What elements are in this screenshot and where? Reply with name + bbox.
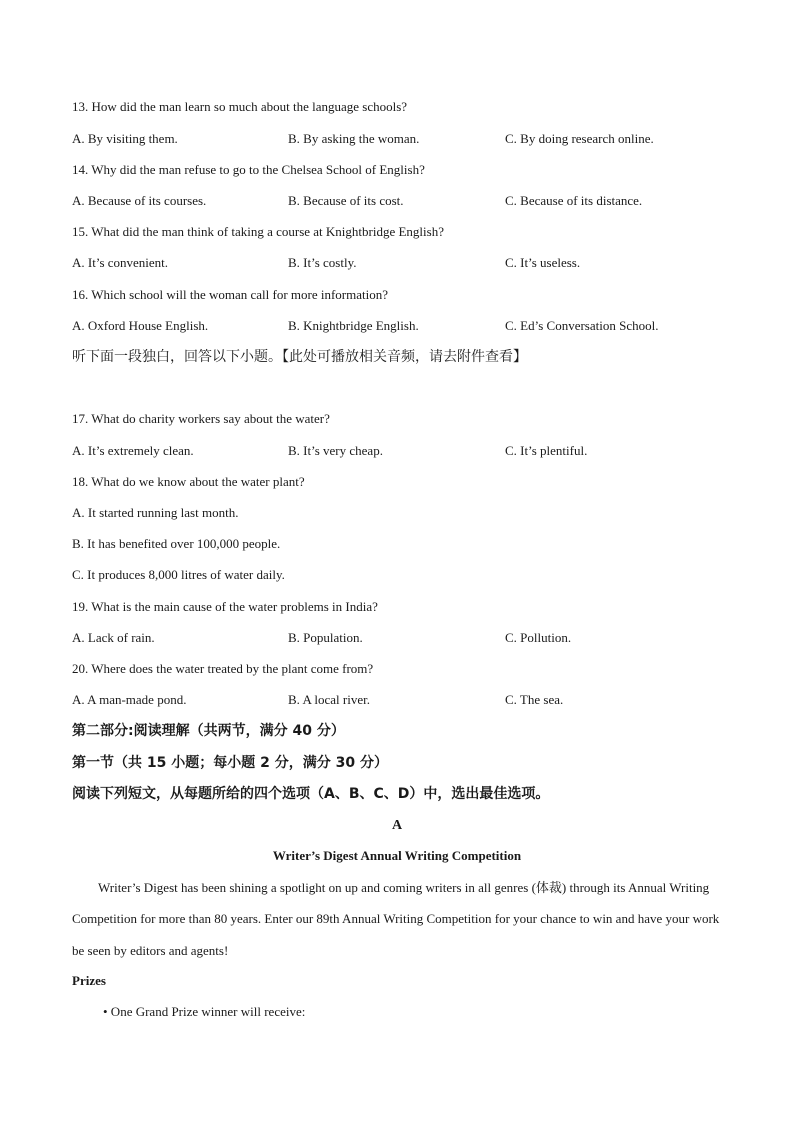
option-b: B. Because of its cost. [288,193,404,208]
option-c: C. Because of its distance. [505,193,643,208]
question-19-options [72,629,732,647]
question-17-options [72,442,732,460]
option-a: A. Oxford House English. [72,318,209,333]
passage-paragraph [72,872,722,966]
section1-heading: 第一节（共 15 小题；每小题 2 分，满分 30 分） [72,755,388,771]
question-17-stem: 17. What do charity workers say about the water? [72,411,330,426]
passage-letter: A [391,818,403,833]
option-c: C. It produces 8,000 litres of water daily. [72,567,285,582]
option-a: A. It started running last month. [72,505,239,520]
question-13-stem: 13. How did the man learn so much about the language schools? [72,99,408,114]
question-14-options [72,192,732,210]
option-b: B. It’s costly. [288,255,357,270]
option-a: A. Lack of rain. [72,630,155,645]
question-14-stem: 14. Why did the man refuse to go to the Chelsea School of English? [72,162,425,177]
option-b: B. Knightbridge English. [288,318,419,333]
option-b: B. By asking the woman. [288,131,420,146]
option-c: C. Pollution. [505,630,572,645]
option-b: B. A local river. [288,692,370,707]
option-a: A. It’s extremely clean. [72,443,194,458]
passage-title: Writer’s Digest Annual Writing Competition [272,848,522,863]
question-16-stem: 16. Which school will the woman call for more information? [72,287,389,302]
option-b: B. It has benefited over 100,000 people. [72,536,281,551]
listening-instruction: 听下面一段独白，回答以下小题。【此处可播放相关音频，请去附件查看】 [72,349,527,365]
question-19-stem: 19. What is the main cause of the water problems in India? [72,599,378,614]
reading-instruction: 阅读下列短文，从每题所给的四个选项（A、B、C、D）中，选出最佳选项。 [72,786,550,802]
question-16-options [72,317,732,335]
question-20-stem: 20. Where does the water treated by the plant come from? [72,661,374,676]
option-b: B. It’s very cheap. [288,443,383,458]
question-15-stem: 15. What did the man think of taking a course at Knightbridge English? [72,224,444,239]
part2-heading: 第二部分:阅读理解（共两节，满分 40 分） [72,723,345,739]
question-18-stem: 18. What do we know about the water plant? [72,474,305,489]
question-15-options [72,254,732,272]
option-a: A. It’s convenient. [72,255,169,270]
question-20-options [72,691,732,709]
option-c: C. By doing research online. [505,131,654,146]
option-c: C. Ed’s Conversation School. [505,318,659,333]
paragraph-text: Writer’s Digest has been shining a spotlight on up and coming writers in all genres (体裁) through its Annual Writing Competition for more than 80 years. Enter our 89th Annual Writing Competition for your chance to win and have your work be seen by editors and agents! [72,880,720,958]
option-a: A. By visiting them. [72,131,178,146]
option-a: A. Because of its courses. [72,193,207,208]
option-c: C. It’s plentiful. [505,443,588,458]
option-b: B. Population. [288,630,363,645]
option-a: A. A man-made pond. [72,692,187,707]
prizes-heading: Prizes [72,973,106,988]
grand-prize-bullet: • One Grand Prize winner will receive: [103,1004,306,1019]
option-c: C. The sea. [505,692,564,707]
option-c: C. It’s useless. [505,255,581,270]
question-13-options [72,130,732,148]
